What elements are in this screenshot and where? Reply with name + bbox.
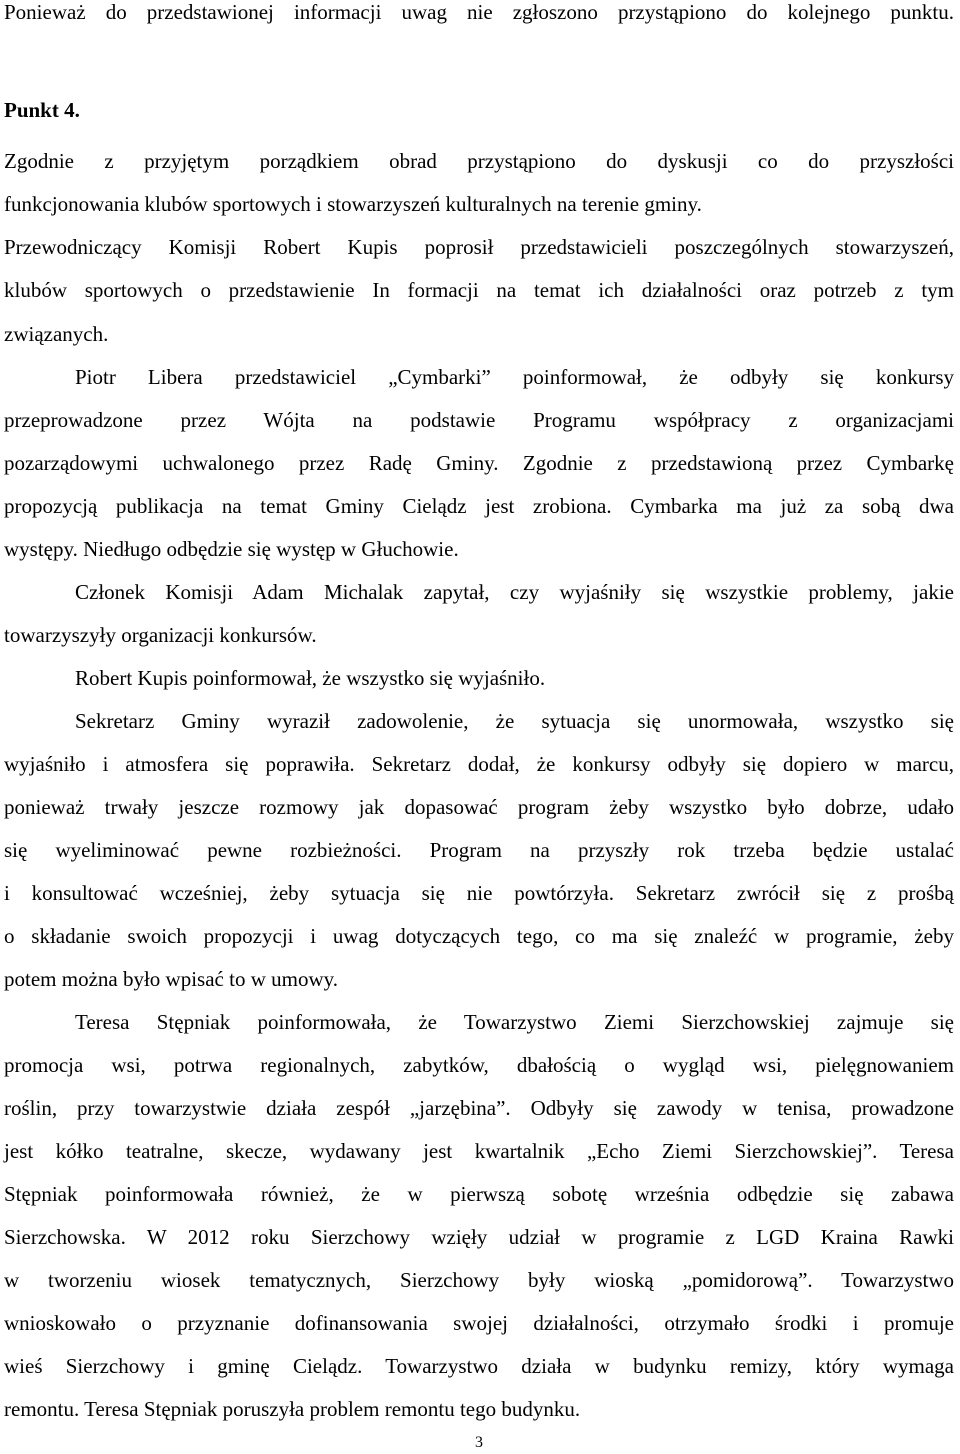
paragraph-line: się wyeliminować pewne rozbieżności. Program na przyszły rok trzeba będzie ustalać	[4, 838, 954, 862]
paragraph-line: remontu. Teresa Stępniak poruszyła problem remontu tego budynku.	[4, 1397, 581, 1421]
paragraph-line: Robert Kupis poinformował, że wszystko się wyjaśniło.	[75, 666, 546, 690]
paragraph-line: wnioskowało o przyznanie dofinansowania swojej działalności, otrzymało środki i promuje	[4, 1311, 954, 1335]
paragraph-line: Stępniak poinformowała również, że w pierwszą sobotę września odbędzie się zabawa	[4, 1182, 954, 1206]
paragraph-line: propozycją publikacja na temat Gminy Cielądz jest zrobiona. Cymbarka ma już za sobą dwa	[4, 494, 954, 518]
paragraph-line: towarzyszyły organizacji konkursów.	[4, 623, 317, 647]
paragraph-line: jest kółko teatralne, skecze, wydawany jest kwartalnik „Echo Ziemi Sierzchowskiej”. Teresa	[4, 1139, 954, 1163]
paragraph-line: o składanie swoich propozycji i uwag dotyczących tego, co ma się znaleźć w programie, żeby	[4, 924, 954, 948]
paragraph-line: Teresa Stępniak poinformowała, że Towarzystwo Ziemi Sierzchowskiej zajmuje się	[75, 1010, 954, 1034]
paragraph-line: wieś Sierzchowy i gminę Cielądz. Towarzystwo działa w budynku remizy, który wymaga	[4, 1354, 954, 1378]
paragraph-line: roślin, przy towarzystwie działa zespół „jarzębina”. Odbyły się zawody w tenisa, prowadzone	[4, 1096, 954, 1120]
section-heading: Punkt 4.	[4, 98, 80, 122]
paragraph-line: ponieważ trwały jeszcze rozmowy jak dopasować program żeby wszystko było dobrze, udało	[4, 795, 954, 819]
paragraph-line: związanych.	[4, 322, 109, 346]
paragraph-line: klubów sportowych o przedstawienie In formacji na temat ich działalności oraz potrzeb z tym	[4, 278, 954, 302]
paragraph-line: promocja wsi, potrwa regionalnych, zabytków, dbałością o wygląd wsi, pielęgnowaniem	[4, 1053, 954, 1077]
paragraph-line: i konsultować wcześniej, żeby sytuacja się nie powtórzyła. Sekretarz zwrócił się z prośbą	[4, 881, 954, 905]
paragraph-line: Sekretarz Gminy wyraził zadowolenie, że sytuacja się unormowała, wszystko się	[75, 709, 954, 733]
paragraph-line: Członek Komisji Adam Michalak zapytał, czy wyjaśniły się wszystkie problemy, jakie	[75, 580, 954, 604]
paragraph-line: Zgodnie z przyjętym porządkiem obrad przystąpiono do dyskusji co do przyszłości	[4, 149, 954, 173]
paragraph-line: potem można było wpisać to w umowy.	[4, 967, 339, 991]
paragraph-line: funkcjonowania klubów sportowych i stowarzyszeń kulturalnych na terenie gminy.	[4, 192, 702, 216]
paragraph-line: przeprowadzone przez Wójta na podstawie Programu współpracy z organizacjami	[4, 408, 954, 432]
document-page	[4, 0, 954, 1454]
page-number: 3	[475, 1434, 483, 1451]
paragraph-line: Sierzchowska. W 2012 roku Sierzchowy wzięły udział w programie z LGD Kraina Rawki	[4, 1225, 954, 1249]
paragraph-line: Przewodniczący Komisji Robert Kupis poprosił przedstawicieli poszczególnych stowarzyszeń,	[4, 235, 954, 259]
paragraph-line: wyjaśniło i atmosfera się poprawiła. Sekretarz dodał, że konkursy odbyły się dopiero w marcu,	[4, 752, 954, 776]
paragraph-line: pozarządowymi uchwalonego przez Radę Gminy. Zgodnie z przedstawioną przez Cymbarkę	[4, 451, 954, 475]
paragraph-line: występy. Niedługo odbędzie się występ w Głuchowie.	[4, 537, 459, 561]
paragraph-line: Piotr Libera przedstawiciel „Cymbarki” poinformował, że odbyły się konkursy	[75, 365, 954, 389]
paragraph-line: w tworzeniu wiosek tematycznych, Sierzchowy były wioską „pomidorową”. Towarzystwo	[4, 1268, 954, 1292]
paragraph-line: Ponieważ do przedstawionej informacji uwag nie zgłoszono przystąpiono do kolejnego punktu.	[4, 0, 954, 24]
